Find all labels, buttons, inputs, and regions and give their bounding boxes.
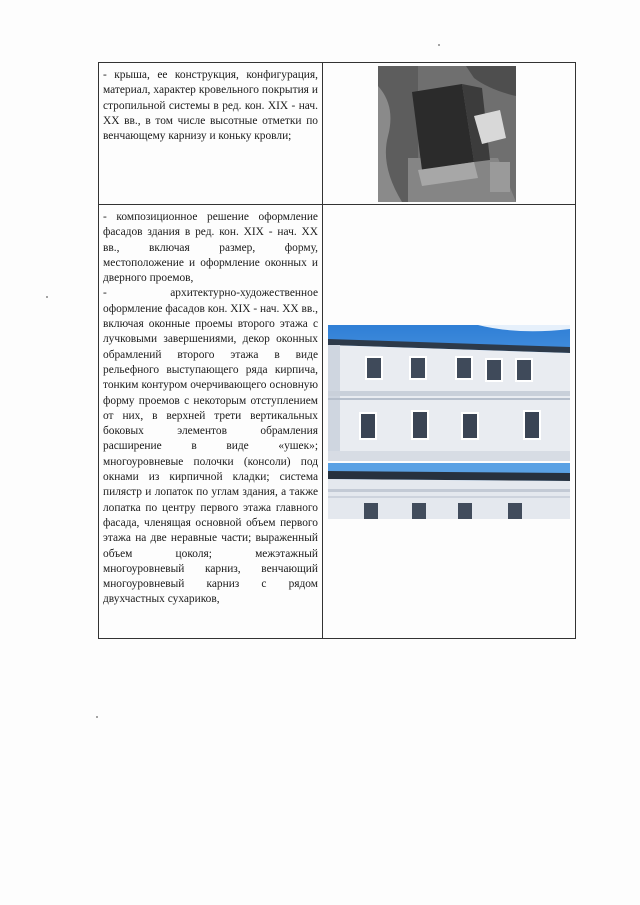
facade-decoration-description: - архитектурно-художественное оформление фасадов кон. XIX - нач. XX вв., включая оконные проемы второго этажа с лучковыми завершениями, декор оконных обрамлений второго этажа в виде рельефного выступающего ряда кирпича, тонким контуром очерчивающего основную форму проемов с некоторым отступлением от них, в верхней трети вертикальных боковых элементов обрамления расширение в виде «ушек»; многоуровневые полочки (консоли) под окнами из кирпичной кладки; система пилястр и лопаток по углам здания, а также лопатка по центру первого этажа главного фасада, членящая основной объем первого этажа на две неравные части; выраженный объем цоколя; межэтажный многоуровневый карниз, венчающий многоуровневый карниз с рядом двухчастных сухариков, xyxy=(103,287,318,606)
description-cell xyxy=(99,63,323,205)
scan-speck xyxy=(46,296,48,298)
aerial-roof-photo xyxy=(378,66,516,202)
facade-photo xyxy=(328,325,570,461)
table-row xyxy=(99,63,576,205)
photo-cell xyxy=(323,205,576,639)
table-row xyxy=(99,205,576,639)
facade-composition-description: - композиционное решение оформление фасадов здания в ред. кон. XIX - нач. XX вв., включая размер, форму, местоположение и оформление оконных и дверного проемов, xyxy=(103,211,318,285)
description-cell xyxy=(99,205,323,639)
facade-photo xyxy=(328,463,570,519)
scan-speck xyxy=(438,44,440,46)
heritage-features-table xyxy=(98,62,576,639)
scan-speck xyxy=(96,716,98,718)
roof-description: - крыша, ее конструкция, конфигурация, материал, характер кровельного покрытия и стропильной системы в ред. кон. XIX - нач. XX вв., в том числе высотные отметки по венчающему карнизу и коньку кровли; xyxy=(103,69,318,143)
photo-cell xyxy=(323,63,576,205)
